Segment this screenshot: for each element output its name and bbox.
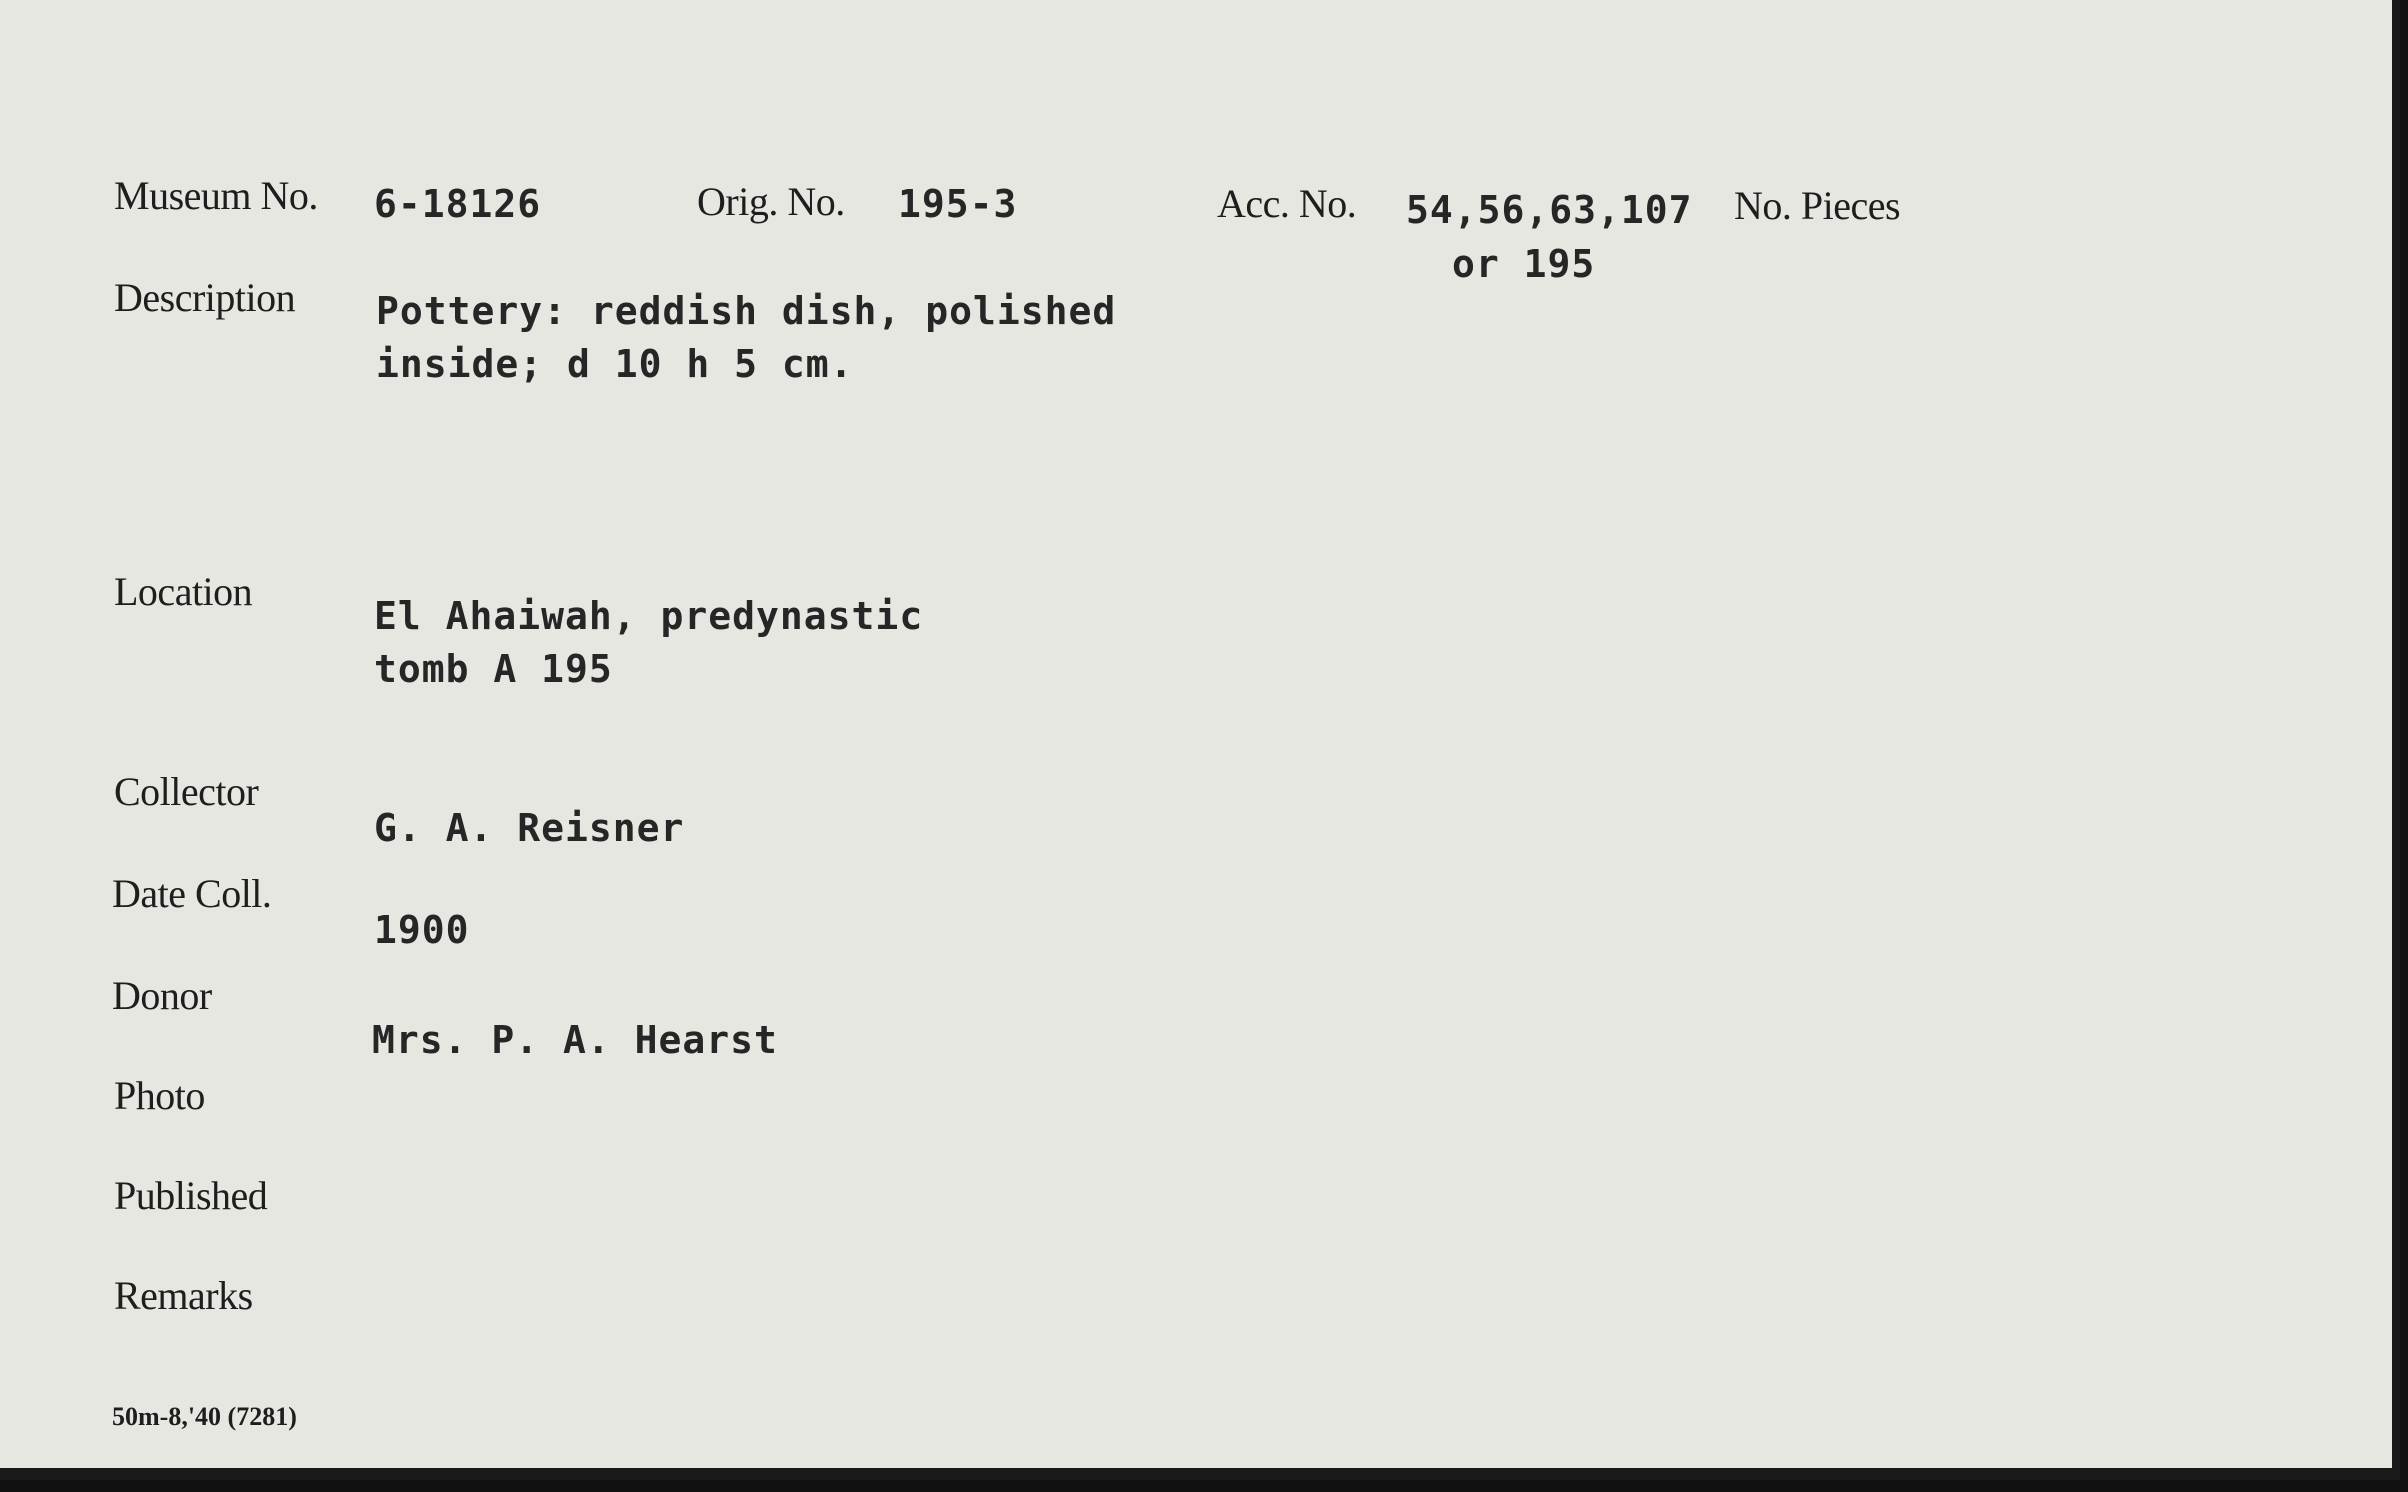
- published-label: Published: [114, 1173, 268, 1218]
- photo-label: Photo: [114, 1073, 205, 1118]
- remarks-label: Remarks: [114, 1273, 253, 1318]
- date-coll-value: 1900: [374, 908, 470, 952]
- orig-no-value: 195-3: [898, 182, 1018, 226]
- museum-no-label: Museum No.: [114, 173, 318, 218]
- museum-no-value: 6-18126: [374, 182, 542, 226]
- collector-value: G. A. Reisner: [374, 806, 685, 850]
- location-line1: El Ahaiwah, predynastic: [374, 594, 924, 638]
- description-label: Description: [114, 275, 296, 320]
- date-coll-label: Date Coll.: [112, 871, 272, 916]
- description-line1: Pottery: reddish dish, polished: [376, 289, 1117, 333]
- acc-no-value-line2: or 195: [1452, 242, 1596, 286]
- orig-no-label: Orig. No.: [697, 179, 845, 224]
- donor-value: Mrs. P. A. Hearst: [372, 1018, 778, 1062]
- no-pieces-label: No. Pieces: [1734, 183, 1901, 228]
- acc-no-label: Acc. No.: [1217, 181, 1357, 226]
- acc-no-value-line1: 54,56,63,107: [1406, 188, 1693, 232]
- location-line2: tomb A 195: [374, 647, 613, 691]
- collector-label: Collector: [114, 769, 259, 814]
- location-label: Location: [114, 569, 253, 614]
- card-print-code: 50m-8,'40 (7281): [112, 1402, 297, 1431]
- donor-label: Donor: [112, 973, 212, 1018]
- description-line2: inside; d 10 h 5 cm.: [376, 342, 854, 386]
